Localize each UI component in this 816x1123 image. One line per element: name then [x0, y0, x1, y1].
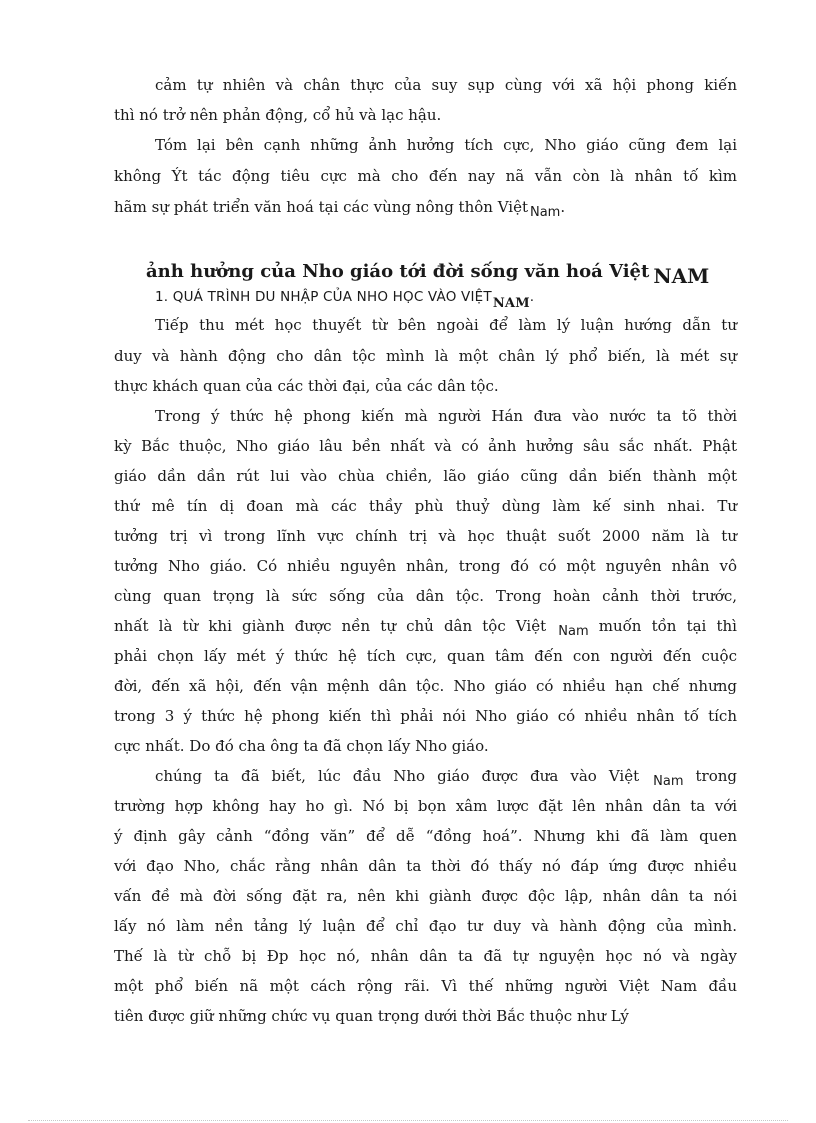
body-text-line: tưởng Nho giáo. Có nhiều nguyên nhân, trong đó có một nguyên nhân vô — [114, 557, 737, 575]
section-heading-nam: NAM — [653, 264, 710, 288]
body-text-line-with-nam — [114, 192, 737, 222]
body-text-line: không Ýt tác động tiêu cực mà cho đến nay nã vẫn còn là nhân tố kìm — [114, 167, 737, 185]
nam-word: Nam — [653, 774, 684, 789]
body-text-line: thực khách quan của các thời đại, của các dân tộc. — [114, 377, 499, 395]
punctuation: . — [529, 289, 535, 305]
nam-word: Nam — [529, 205, 561, 220]
body-text-line: đời, đến xã hội, đến vận mệnh dân tộc. Nho giáo có nhiều hạn chế nhưng — [114, 677, 737, 695]
body-text-line-with-nam — [114, 611, 737, 641]
body-text-line: cùng quan trọng là sức sống của dân tộc. Trong hoàn cảnh thời trước, — [114, 587, 737, 605]
body-text-line: thứ mê tín dị đoan mà các thầy phù thuỷ dùng làm kế sinh nhai. Tư — [114, 497, 737, 515]
body-text-line: cảm tự nhiên và chân thực của suy sụp cùng với xã hội phong kiến — [155, 76, 737, 94]
body-text-segment: chúng ta đã biết, lúc đầu Nho giáo được đưa vào Việt — [155, 767, 640, 785]
nam-word: Nam — [558, 624, 589, 639]
body-text-line: với đạo Nho, chắc rằng nhân dân ta thời đó thấy nó đáp ứng được nhiều — [114, 857, 737, 875]
body-text-segment: trong — [695, 767, 737, 785]
body-text-line: Tiếp thu mét học thuyết từ bên ngoài để làm lý luận hướng dẫn tư — [155, 316, 737, 334]
body-text-line: tiên được giữ những chức vụ quan trọng dưới thời Bắc thuộc như Lý — [114, 1007, 629, 1025]
body-text-line: giáo dần dần rút lui vào chùa chiền, lão giáo cũng dần biến thành một — [114, 467, 737, 485]
section-heading — [146, 253, 709, 287]
body-text-line: Tóm lại bên cạnh những ảnh hưởng tích cực, Nho giáo cũng đem lại — [155, 136, 737, 154]
body-text-line: vấn đề mà đời sống đặt ra, nên khi giành được độc lập, nhân dân ta nói — [114, 887, 737, 905]
body-text-line: cực nhất. Do đó cha ông ta đã chọn lấy Nho giáo. — [114, 737, 489, 755]
body-text-segment: hãm sự phát triển văn hoá tại các vùng nông thôn Việt — [114, 198, 528, 216]
body-text-segment: muốn tồn tại thì — [598, 617, 737, 635]
body-text-line: thì nó trở nên phản động, cổ hủ và lạc hậu. — [114, 106, 442, 124]
body-text-line: một phổ biến nã một cách rộng rãi. Vì thế những người Việt Nam đầu — [114, 977, 737, 995]
body-text-line: kỳ Bắc thuộc, Nho giáo lâu bền nhất và có ảnh hưởng sâu sắc nhất. Phật — [114, 437, 737, 455]
page-bottom-border — [28, 1120, 788, 1121]
body-text-line: lấy nó làm nền tảng lý luận để chỉ đạo tư duy và hành động của mình. — [114, 917, 737, 935]
section-heading-text: ảnh hưởng của Nho giáo tới đời sống văn hoá Việt — [146, 261, 650, 282]
subsection-heading-text: 1. QUÁ TRÌNH DU NHẬP CỦA NHO HỌC VÀO VIỆT — [155, 289, 492, 305]
body-text-line: ý định gây cảnh “đồng văn” để dễ “đồng hoá”. Nhưng khi đã làm quen — [114, 827, 737, 845]
body-text-line: trong 3 ý thức hệ phong kiến thì phải nói Nho giáo có nhiều nhân tố tích — [114, 707, 737, 725]
subsection-heading-nam: NAM — [492, 296, 530, 311]
body-text-line-with-nam — [155, 761, 737, 791]
subsection-heading — [155, 284, 534, 310]
body-text-line: phải chọn lấy mét ý thức hệ tích cực, quan tâm đến con người đến cuộc — [114, 647, 737, 665]
body-text-line: Trong ý thức hệ phong kiến mà người Hán đưa vào nước ta tõ thời — [155, 407, 737, 425]
body-text-line: trường hợp không hay ho gì. Nó bị bọn xâm lược đặt lên nhân dân ta với — [114, 797, 737, 815]
body-text-line: duy và hành động cho dân tộc mình là một chân lý phổ biến, là mét sự — [114, 347, 737, 365]
body-text-line: tưởng trị vì trong lĩnh vực chính trị và học thuật suốt 2000 năm là tư — [114, 527, 737, 545]
body-text-line: Thế là từ chỗ bị Đp học nó, nhân dân ta đã tự nguyện học nó và ngày — [114, 947, 737, 965]
punctuation: . — [560, 198, 566, 216]
body-text-segment: nhất là từ khi giành được nền tự chủ dân tộc Việt — [114, 617, 547, 635]
